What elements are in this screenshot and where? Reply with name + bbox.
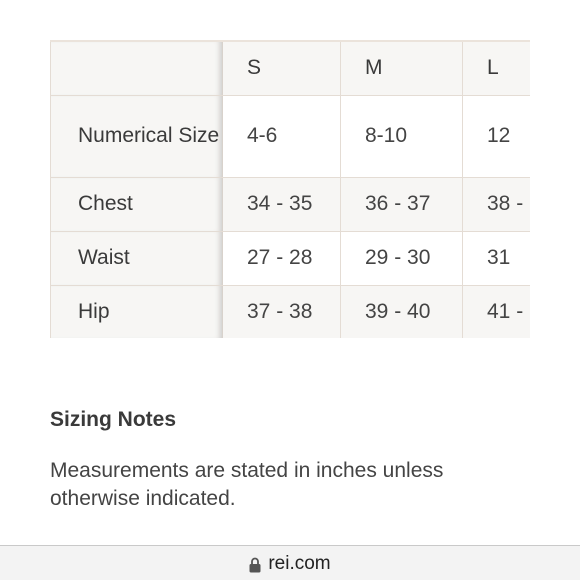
- url-text[interactable]: rei.com: [268, 552, 331, 574]
- table-cell: 41 -: [463, 285, 531, 338]
- lock-icon: [249, 557, 261, 573]
- table-cell: 4-6: [223, 95, 341, 177]
- size-column-header-s: S: [223, 41, 341, 95]
- table-cell: 8-10: [341, 95, 463, 177]
- table-row-numerical-size: [51, 95, 531, 177]
- table-row-chest: [51, 177, 531, 231]
- size-column-header-m: M: [341, 41, 463, 95]
- table-cell: 12: [463, 95, 531, 177]
- table-cell: 37 - 38: [223, 285, 341, 338]
- browser-address-bar[interactable]: [0, 545, 580, 580]
- sizing-notes-text: Measurements are stated in inches unless otherwise indicated.: [50, 459, 444, 510]
- table-cell: 27 - 28: [223, 231, 341, 285]
- sizing-notes-heading: Sizing Notes: [50, 408, 177, 431]
- size-chart-header-row: [51, 41, 531, 95]
- table-row-waist: [51, 231, 531, 285]
- table-cell: 38 -: [463, 177, 531, 231]
- row-label-chest: Chest: [51, 177, 223, 231]
- table-cell: 29 - 30: [341, 231, 463, 285]
- table-cell: 36 - 37: [341, 177, 463, 231]
- size-chart-table: [50, 40, 530, 338]
- size-column-header-l: L: [463, 41, 531, 95]
- row-label-hip: Hip: [51, 285, 223, 338]
- table-cell: 31: [463, 231, 531, 285]
- table-cell: 34 - 35: [223, 177, 341, 231]
- size-chart-corner-cell: [51, 41, 223, 95]
- table-cell: 39 - 40: [341, 285, 463, 338]
- row-label-numerical-size: Numerical Size: [51, 95, 223, 177]
- row-label-waist: Waist: [51, 231, 223, 285]
- size-chart-scroll-container[interactable]: [50, 40, 530, 338]
- table-row-hip: [51, 285, 531, 338]
